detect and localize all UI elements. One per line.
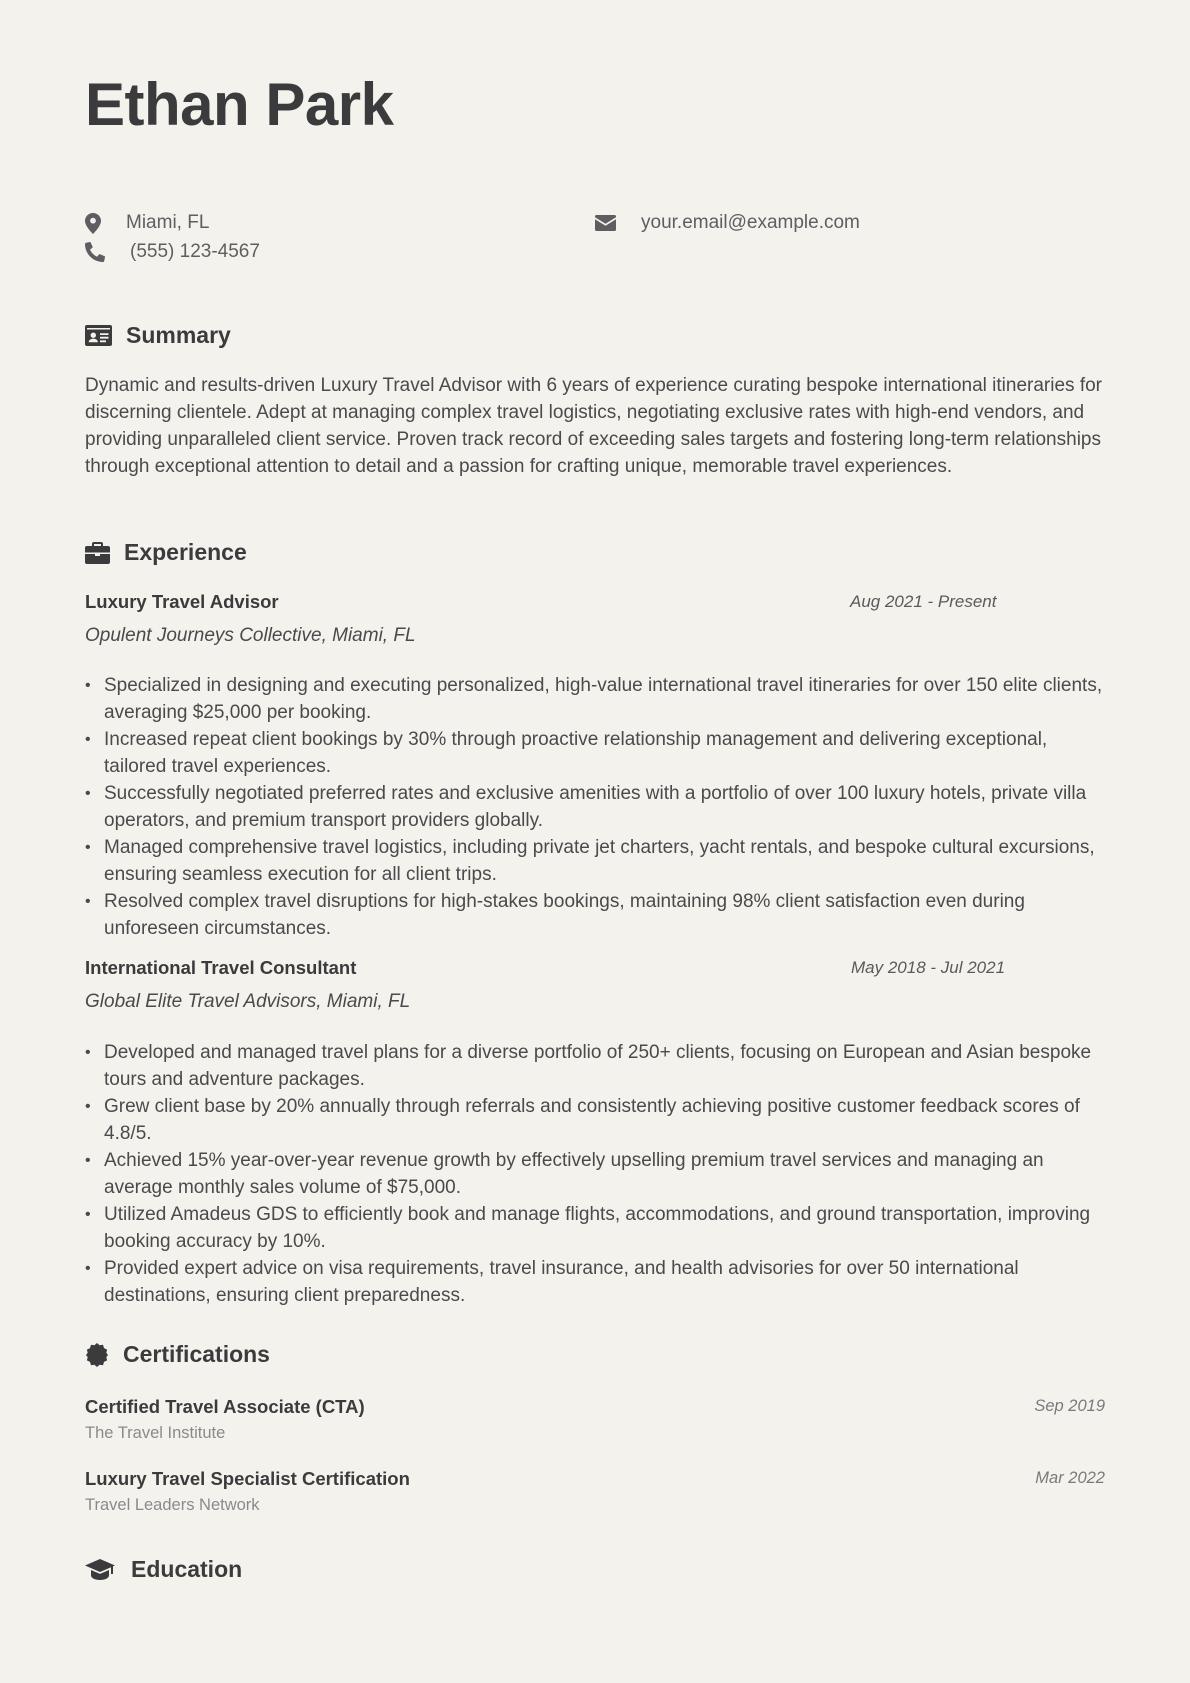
job-bullets — [85, 672, 1105, 942]
list-item: • Specialized in designing and executing personalized, high-value international travel itineraries for over 150 elite clients, averaging $25,000 per booking. — [85, 672, 1105, 726]
summary-title: Summary — [126, 322, 231, 348]
job-company: Global Elite Travel Advisors, Miami, FL — [85, 991, 411, 1012]
cert-issuer: Travel Leaders Network — [85, 1496, 260, 1514]
cert-date: Mar 2022 — [1035, 1469, 1105, 1487]
job-title: Luxury Travel Advisor — [85, 591, 279, 612]
map-marker-icon — [85, 213, 101, 234]
list-item: • Grew client base by 20% annually through referrals and consistently achieving positive customer feedback scores of 4.8/5. — [85, 1093, 1105, 1147]
email-text[interactable]: your.email@example.com — [641, 212, 860, 233]
phone-text[interactable]: (555) 123-4567 — [130, 241, 260, 262]
list-item: • Provided expert advice on visa requirements, travel insurance, and health advisories for over 50 international destinations, ensuring client preparedness. — [85, 1255, 1105, 1309]
location-text: Miami, FL — [126, 212, 210, 233]
certifications-heading — [85, 1341, 270, 1368]
list-item: • Increased repeat client bookings by 30% through proactive relationship management and delivering exceptional, tailored travel experiences. — [85, 726, 1105, 780]
cert-name: Certified Travel Associate (CTA) — [85, 1396, 365, 1417]
certifications-title: Certifications — [123, 1341, 270, 1367]
job-dates: May 2018 - Jul 2021 — [851, 958, 1006, 977]
contact-location — [85, 212, 209, 234]
id-card-icon — [85, 325, 112, 346]
cert-name: Luxury Travel Specialist Certification — [85, 1468, 410, 1489]
summary-heading — [85, 322, 231, 349]
list-item: • Resolved complex travel disruptions for high-stakes bookings, maintaining 98% client satisfaction even during unforeseen circumstances. — [85, 888, 1105, 942]
experience-heading — [85, 539, 247, 566]
experience-title: Experience — [124, 539, 247, 565]
cert-date: Sep 2019 — [1034, 1397, 1105, 1415]
graduation-cap-icon — [85, 1559, 115, 1581]
list-item: • Managed comprehensive travel logistics, including private jet charters, yacht rentals, and bespoke cultural excursions, ensuring seamless execution for all client trips. — [85, 834, 1105, 888]
phone-icon — [85, 242, 105, 262]
cert-issuer: The Travel Institute — [85, 1424, 226, 1442]
list-item: • Successfully negotiated preferred rates and exclusive amenities with a portfolio of over 100 luxury hotels, private villa operators, and premium transport providers globally. — [85, 780, 1105, 834]
briefcase-icon — [85, 542, 110, 564]
education-heading — [85, 1556, 242, 1583]
list-item: • Utilized Amadeus GDS to efficiently book and manage flights, accommodations, and ground transportation, improving booking accuracy by 10%. — [85, 1201, 1105, 1255]
contact-email[interactable] — [595, 212, 860, 234]
candidate-name: Ethan Park — [85, 71, 394, 138]
certificate-badge-icon — [85, 1343, 109, 1367]
envelope-icon — [595, 215, 616, 231]
education-title: Education — [131, 1556, 243, 1582]
job-title: International Travel Consultant — [85, 957, 357, 978]
job-dates: Aug 2021 - Present — [850, 592, 997, 611]
job-company: Opulent Journeys Collective, Miami, FL — [85, 625, 416, 646]
list-item: • Developed and managed travel plans for a diverse portfolio of 250+ clients, focusing on European and Asian bespoke tours and adventure packages. — [85, 1039, 1105, 1093]
job-bullets — [85, 1039, 1105, 1309]
list-item: • Achieved 15% year-over-year revenue growth by effectively upselling premium travel services and managing an average monthly sales volume of $75,000. — [85, 1147, 1105, 1201]
summary-text: Dynamic and results-driven Luxury Travel Advisor with 6 years of experience curating bespoke international itineraries for discerning clientele. Adept at managing complex travel logistics, negotiating exclusive rates with high-end vendors, and providing unparalleled client service. Proven track record of exceeding sales targets and fostering long-term relationships through exceptional attention to detail and a passion for crafting unique, memorable travel experiences. — [85, 375, 1102, 477]
contact-phone[interactable] — [85, 241, 260, 263]
